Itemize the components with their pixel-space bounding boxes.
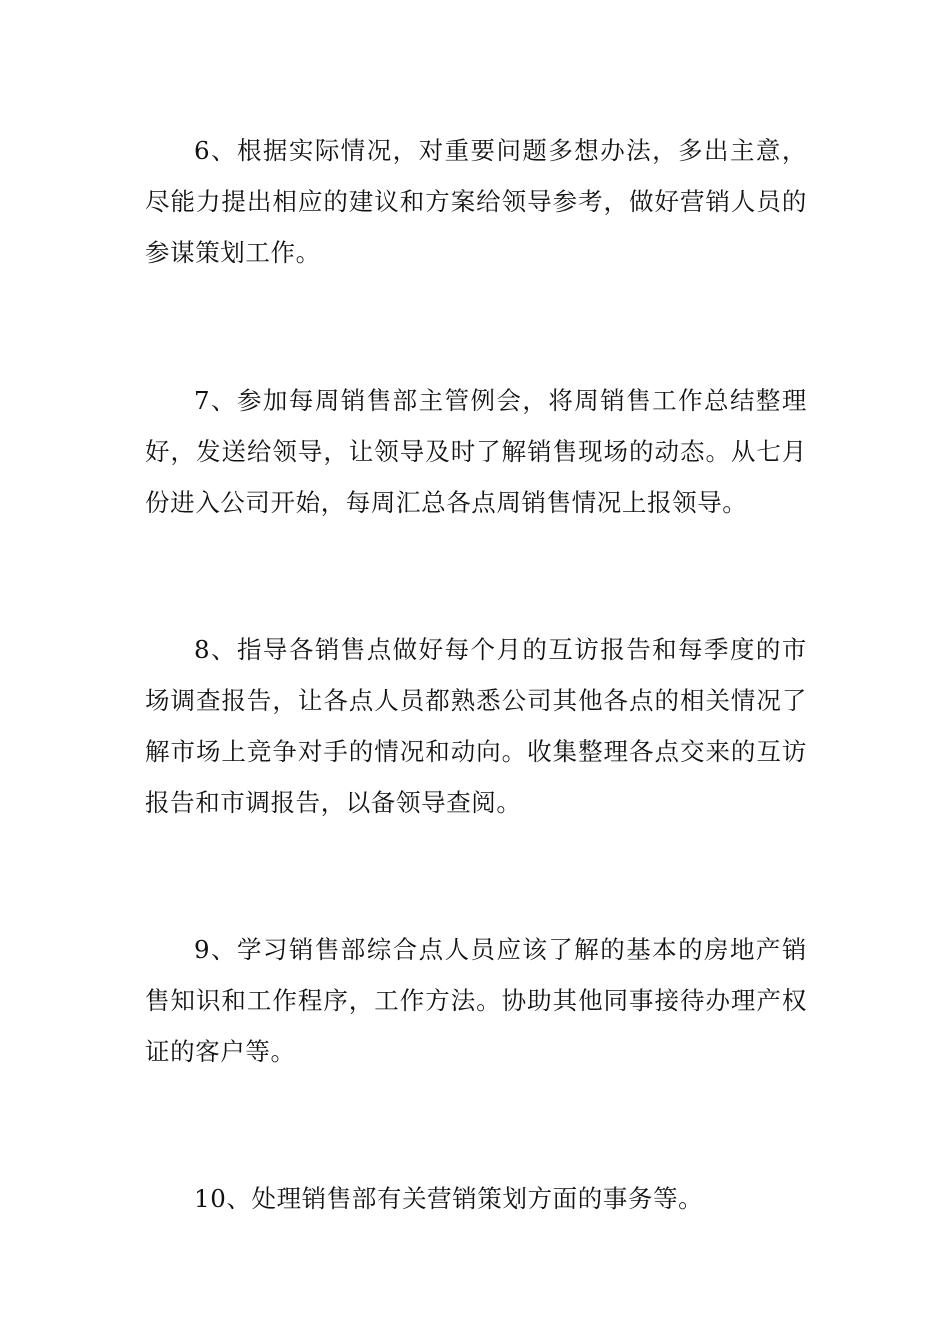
paragraph-item-8: 8、指导各销售点做好每个月的互访报告和每季度的市场调查报告，让各点人员都熟悉公司其他各点的相关情况了解市场上竞争对手的情况和动向。收集整理各点交来的互访报告和市调报告，以备领导查阅。 <box>145 635 807 817</box>
paragraph-item-10: 10、处理销售部有关营销策划方面的事务等。 <box>194 1184 704 1213</box>
paragraph-item-7: 7、参加每周销售部主管例会，将周销售工作总结整理好，发送给领导，让领导及时了解销售现场的动态。从七月份进入公司开始，每周汇总各点周销售情况上报领导。 <box>145 386 807 517</box>
paragraph-item-9: 9、学习销售部综合点人员应该了解的基本的房地产销售知识和工作程序，工作方法。协助其他同事接待办理产权证的客户等。 <box>145 935 807 1066</box>
paragraph-item-6: 6、根据实际情况，对重要问题多想办法，多出主意，尽能力提出相应的建议和方案给领导参考，做好营销人员的参谋策划工作。 <box>145 136 807 267</box>
